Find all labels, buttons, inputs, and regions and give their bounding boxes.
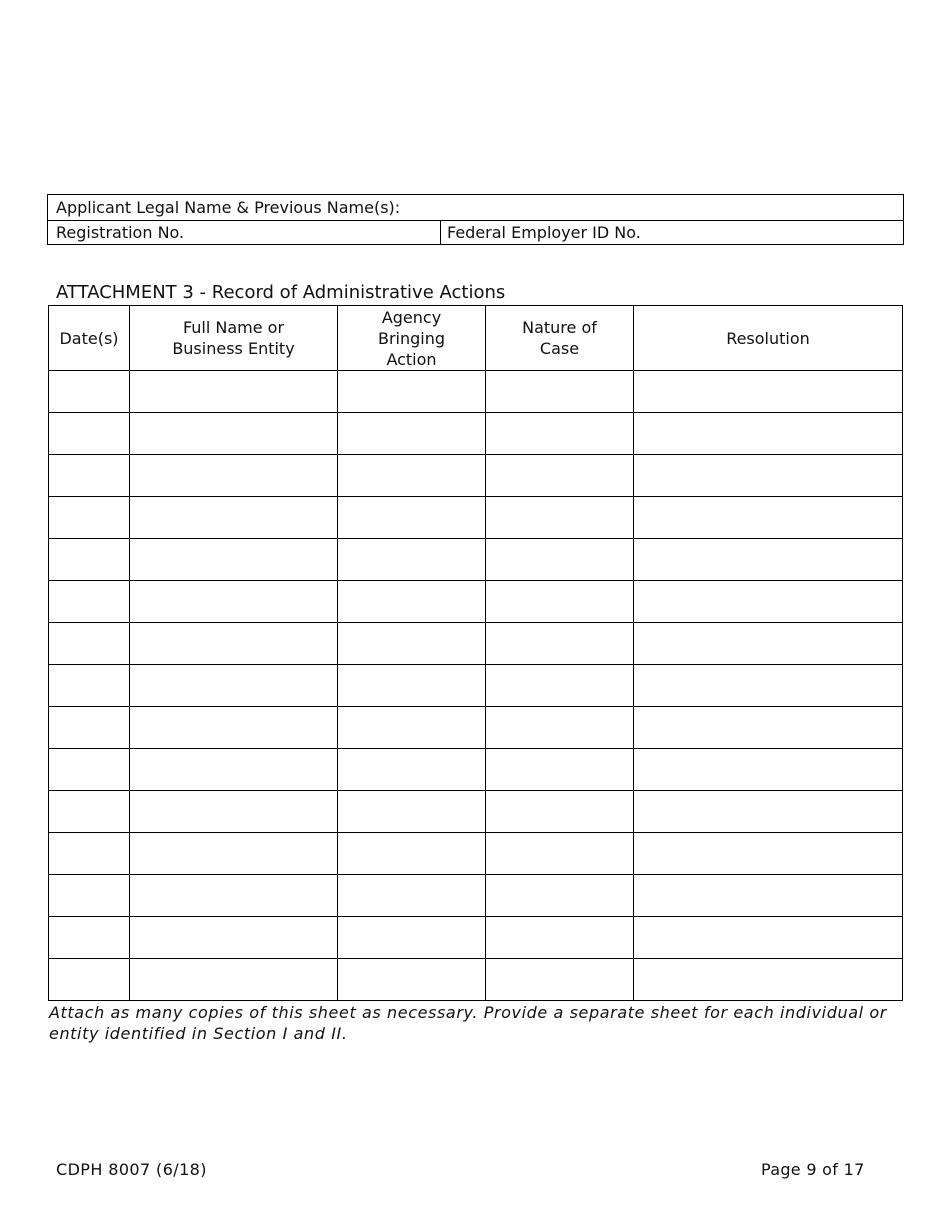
cell-resolution[interactable] [634, 665, 903, 707]
cell-full-name[interactable] [130, 413, 338, 455]
applicant-name-field[interactable] [48, 195, 400, 220]
table-row [49, 749, 903, 791]
cell-resolution[interactable] [634, 371, 903, 413]
cell-dates[interactable] [49, 959, 130, 1001]
cell-agency[interactable] [338, 875, 486, 917]
cell-resolution[interactable] [634, 623, 903, 665]
cell-full-name[interactable] [130, 749, 338, 791]
cell-nature[interactable] [486, 749, 634, 791]
registration-row [48, 220, 903, 245]
col-header-line: Case [539, 339, 580, 358]
cell-nature[interactable] [486, 875, 634, 917]
cell-full-name[interactable] [130, 371, 338, 413]
cell-dates[interactable] [49, 875, 130, 917]
cell-dates[interactable] [49, 665, 130, 707]
cell-nature[interactable] [486, 917, 634, 959]
cell-resolution[interactable] [634, 791, 903, 833]
col-header-line: Business Entity [172, 339, 295, 358]
cell-agency[interactable] [338, 707, 486, 749]
table-row [49, 497, 903, 539]
cell-dates[interactable] [49, 539, 130, 581]
cell-dates[interactable] [49, 791, 130, 833]
cell-dates[interactable] [49, 455, 130, 497]
registration-label: Registration No. [56, 223, 185, 242]
cell-nature[interactable] [486, 707, 634, 749]
table-row [49, 413, 903, 455]
applicant-name-label: Applicant Legal Name & Previous Name(s): [56, 198, 401, 217]
table-row [49, 707, 903, 749]
cell-full-name[interactable] [130, 959, 338, 1001]
cell-full-name[interactable] [130, 917, 338, 959]
table-row [49, 875, 903, 917]
cell-agency[interactable] [338, 497, 486, 539]
table-row [49, 665, 903, 707]
applicant-name-row [48, 195, 903, 221]
cell-dates[interactable] [49, 497, 130, 539]
cell-agency[interactable] [338, 833, 486, 875]
cell-nature[interactable] [486, 539, 634, 581]
table-row [49, 623, 903, 665]
col-header-line: Resolution [726, 328, 810, 348]
cell-resolution[interactable] [634, 749, 903, 791]
cell-agency[interactable] [338, 917, 486, 959]
cell-full-name[interactable] [130, 791, 338, 833]
col-header-full-name [130, 306, 338, 371]
cell-agency[interactable] [338, 749, 486, 791]
cell-nature[interactable] [486, 497, 634, 539]
cell-full-name[interactable] [130, 875, 338, 917]
cell-agency[interactable] [338, 455, 486, 497]
cell-agency[interactable] [338, 665, 486, 707]
cell-resolution[interactable] [634, 413, 903, 455]
cell-full-name[interactable] [130, 581, 338, 623]
cell-nature[interactable] [486, 455, 634, 497]
col-header-line: Nature of [522, 318, 597, 337]
table-row [49, 539, 903, 581]
cell-nature[interactable] [486, 959, 634, 1001]
table-row [49, 581, 903, 623]
cell-nature[interactable] [486, 371, 634, 413]
cell-full-name[interactable] [130, 539, 338, 581]
cell-agency[interactable] [338, 413, 486, 455]
cell-nature[interactable] [486, 665, 634, 707]
cell-nature[interactable] [486, 581, 634, 623]
table-row [49, 371, 903, 413]
cell-dates[interactable] [49, 413, 130, 455]
cell-dates[interactable] [49, 581, 130, 623]
cell-nature[interactable] [486, 623, 634, 665]
table-body [49, 371, 903, 1001]
col-header-line: Bringing [377, 328, 446, 348]
cell-resolution[interactable] [634, 875, 903, 917]
col-header-agency [338, 306, 486, 371]
table-row [49, 791, 903, 833]
registration-field[interactable] [48, 220, 441, 245]
cell-resolution[interactable] [634, 917, 903, 959]
cell-agency[interactable] [338, 791, 486, 833]
col-header-line: Full Name or [182, 318, 285, 337]
page-number: Page 9 of 17 [761, 1160, 865, 1179]
cell-agency[interactable] [338, 371, 486, 413]
applicant-info-table [47, 194, 904, 245]
cell-agency[interactable] [338, 959, 486, 1001]
cell-nature[interactable] [486, 413, 634, 455]
cell-resolution[interactable] [634, 707, 903, 749]
col-header-resolution [634, 306, 903, 371]
cell-nature[interactable] [486, 833, 634, 875]
administrative-actions-table [48, 305, 903, 1001]
col-header-dates [49, 306, 130, 371]
cell-resolution[interactable] [634, 833, 903, 875]
col-header-line: Agency [381, 307, 442, 327]
cell-resolution[interactable] [634, 455, 903, 497]
cell-dates[interactable] [49, 623, 130, 665]
cell-resolution[interactable] [634, 581, 903, 623]
cell-full-name[interactable] [130, 833, 338, 875]
cell-agency[interactable] [338, 539, 486, 581]
cell-dates[interactable] [49, 833, 130, 875]
col-header-line: Action [386, 349, 437, 369]
form-id: CDPH 8007 (6/18) [56, 1160, 207, 1179]
cell-dates[interactable] [49, 917, 130, 959]
cell-full-name[interactable] [130, 707, 338, 749]
cell-dates[interactable] [49, 749, 130, 791]
attachment-title: ATTACHMENT 3 - Record of Administrative Actions [56, 282, 506, 303]
cell-agency[interactable] [338, 623, 486, 665]
cell-nature[interactable] [486, 791, 634, 833]
table-row [49, 833, 903, 875]
cell-full-name[interactable] [130, 455, 338, 497]
table-row [49, 917, 903, 959]
table-row [49, 455, 903, 497]
cell-full-name[interactable] [130, 665, 338, 707]
cell-dates[interactable] [49, 371, 130, 413]
cell-agency[interactable] [338, 581, 486, 623]
cell-full-name[interactable] [130, 623, 338, 665]
cell-resolution[interactable] [634, 959, 903, 1001]
cell-resolution[interactable] [634, 497, 903, 539]
col-header-line: Date(s) [59, 328, 119, 348]
table-row [49, 959, 903, 1001]
table-header-row [49, 306, 903, 371]
cell-resolution[interactable] [634, 539, 903, 581]
fein-field[interactable] [441, 220, 903, 245]
fein-label: Federal Employer ID No. [447, 223, 641, 242]
col-header-nature [486, 306, 634, 371]
cell-full-name[interactable] [130, 497, 338, 539]
instructions-note: Attach as many copies of this sheet as necessary. Provide a separate sheet for each individual or entity identified in Section I and II. [49, 1003, 887, 1043]
cell-dates[interactable] [49, 707, 130, 749]
